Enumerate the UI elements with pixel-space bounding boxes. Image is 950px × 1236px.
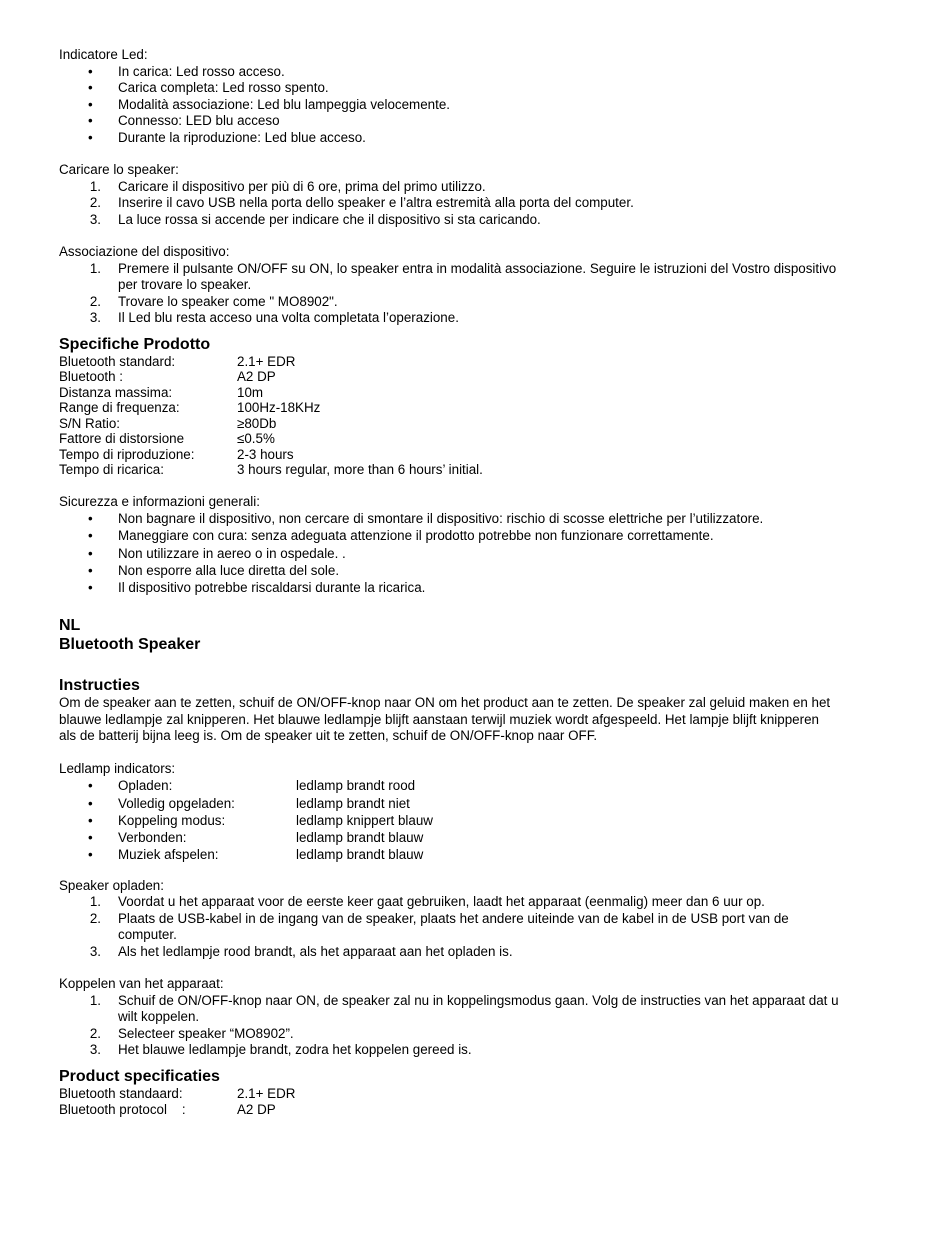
bullet-icon: •: [88, 795, 93, 811]
nl-spec-table: [59, 1086, 839, 1119]
list-item: 2. Trovare lo speaker come " MO8902".: [89, 293, 338, 309]
nl-spec-heading: Product specificaties: [59, 1067, 220, 1085]
list-item: 3. La luce rossa si accende per indicare che il dispositivo si sta caricando.: [89, 211, 541, 227]
list-item: 3. Il Led blu resta acceso una volta completata l’operazione.: [89, 310, 459, 325]
spec-row: Bluetooth : A2 DP: [59, 369, 276, 384]
bullet-icon: •: [88, 545, 93, 561]
list-item: 1. Voordat u het apparaat voor de eerste keer gaat gebruiken, laadt het apparaat (eenmalig) meer dan 6 uur op.: [89, 894, 765, 909]
spec-row: Bluetooth standard: 2.1+ EDR: [59, 353, 296, 369]
spec-row: Range di frequenza: 100Hz-18KHz: [59, 400, 321, 415]
it-spec-heading: Specifiche Prodotto: [59, 335, 211, 353]
spec-row: Fattore di distorsione ≤0.5%: [59, 431, 275, 446]
nl-charge-heading: Speaker opladen:: [59, 877, 164, 893]
it-charge-list: [59, 179, 839, 229]
bullet-icon: •: [88, 528, 93, 544]
list-item: 3. Als het ledlampje rood brandt, als het apparaat aan het opladen is.: [89, 943, 513, 959]
bullet-icon: •: [88, 129, 93, 145]
list-item: • Modalità associazione: Led blu lampeggia velocemente.: [88, 96, 450, 112]
list-item: 2. Selecteer speaker “MO8902”.: [89, 1025, 294, 1041]
nl-lang-heading: NL: [59, 617, 81, 635]
list-item: • Non esporre alla luce diretta del sole.: [88, 562, 340, 578]
it-led-heading: Indicatore Led:: [59, 47, 148, 62]
nl-pair-list: [59, 993, 839, 1059]
bullet-icon: •: [88, 580, 93, 596]
bullet-icon: •: [88, 113, 93, 128]
nl-led-list: [59, 777, 839, 863]
list-item: • Koppeling modus: ledlamp knippert blauw: [88, 812, 433, 828]
spec-row: Distanza massima: 10m: [59, 384, 264, 400]
it-pair-heading: Associazione del dispositivo:: [59, 244, 230, 259]
list-item: • Non bagnare il dispositivo, non cercare di smontare il dispositivo: rischio di scosse elettriche per l’utilizzatore.: [88, 511, 764, 526]
list-item: 3. Het blauwe ledlampje brandt, zodra het koppelen gereed is.: [89, 1042, 472, 1057]
nl-pair-heading: Koppelen van het apparaat:: [59, 976, 224, 991]
it-led-list: [59, 64, 839, 147]
bullet-icon: •: [88, 511, 93, 526]
spec-row: Tempo di riproduzione: 2-3 hours: [59, 446, 294, 462]
nl-charge-list: [59, 894, 839, 960]
list-item: • Durante la riproduzione: Led blue acceso.: [88, 129, 366, 145]
it-spec-table: [59, 354, 839, 478]
list-item: • Verbonden: ledlamp brandt blauw: [88, 830, 424, 846]
it-safety-heading: Sicurezza e informazioni generali:: [59, 493, 260, 509]
it-safety-list: [59, 510, 839, 596]
list-item: • Muziek afspelen: ledlamp brandt blauw: [88, 847, 424, 863]
it-pair-list: [59, 261, 839, 327]
bullet-icon: •: [88, 778, 93, 794]
spec-row: S/N Ratio: ≥80Db: [59, 415, 277, 431]
list-item: • Non utilizzare in aereo o in ospedale. .: [88, 545, 346, 561]
list-item: • In carica: Led rosso acceso.: [88, 63, 285, 79]
spec-row: Bluetooth standaard: 2.1+ EDR: [59, 1085, 296, 1101]
list-item: • Volledig opgeladen: ledlamp brandt niet: [88, 795, 410, 811]
list-item: 1. Schuif de ON/OFF-knop naar ON, de speaker zal nu in koppelingsmodus gaan. Volg de instructies van het apparaat dat u wilt koppelen.: [89, 992, 839, 1024]
bullet-icon: •: [88, 830, 93, 846]
list-item: • Carica completa: Led rosso spento.: [88, 80, 329, 95]
it-charge-heading: Caricare lo speaker:: [59, 162, 179, 177]
bullet-icon: •: [88, 562, 93, 578]
nl-instr-heading: Instructies: [59, 677, 140, 695]
list-item: • Il dispositivo potrebbe riscaldarsi durante la ricarica.: [88, 580, 426, 596]
list-item: 2. Plaats de USB-kabel in de ingang van de speaker, plaats het andere uiteinde van de kabel in de USB port van de computer.: [89, 910, 789, 942]
list-item: 2. Inserire il cavo USB nella porta dello speaker e l’altra estremità alla porta del computer.: [89, 195, 634, 210]
list-item: 1. Premere il pulsante ON/OFF su ON, lo speaker entra in modalità associazione. Seguire le istruzioni del Vostro dispositivo per trovare lo speaker.: [89, 260, 837, 292]
list-item: • Connesso: LED blu acceso: [88, 113, 280, 128]
list-item: 1. Caricare il dispositivo per più di 6 ore, prima del primo utilizzo.: [89, 178, 486, 194]
spec-row: Bluetooth protocol : A2 DP: [59, 1102, 276, 1117]
spec-row: Tempo di ricarica: 3 hours regular, more than 6 hours’ initial.: [59, 462, 483, 477]
list-item: • Opladen: ledlamp brandt rood: [88, 778, 416, 794]
bullet-icon: •: [88, 847, 93, 863]
nl-title: Bluetooth Speaker: [59, 636, 201, 654]
nl-instr-text: Om de speaker aan te zetten, schuif de ON/OFF-knop naar ON om het product aan te zetten. De speaker zal geluid maken en het blauwe ledlampje zal knipperen. Het blauwe ledlampje blijft aanstaan terwijl muziek wordt afgespeeld. Het lampje blijft knipperen als de batterij bijna leeg is. Om de speaker uit te zetten, schuif de ON/OFF-knop naar OFF.: [59, 695, 831, 744]
nl-led-heading: Ledlamp indicators:: [59, 760, 176, 776]
list-item: • Maneggiare con cura: senza adeguata attenzione il prodotto potrebbe non funzionare correttamente.: [88, 528, 714, 544]
bullet-icon: •: [88, 63, 93, 79]
bullet-icon: •: [88, 80, 93, 95]
bullet-icon: •: [88, 96, 93, 112]
document-page: [59, 47, 839, 1119]
bullet-icon: •: [88, 812, 93, 828]
